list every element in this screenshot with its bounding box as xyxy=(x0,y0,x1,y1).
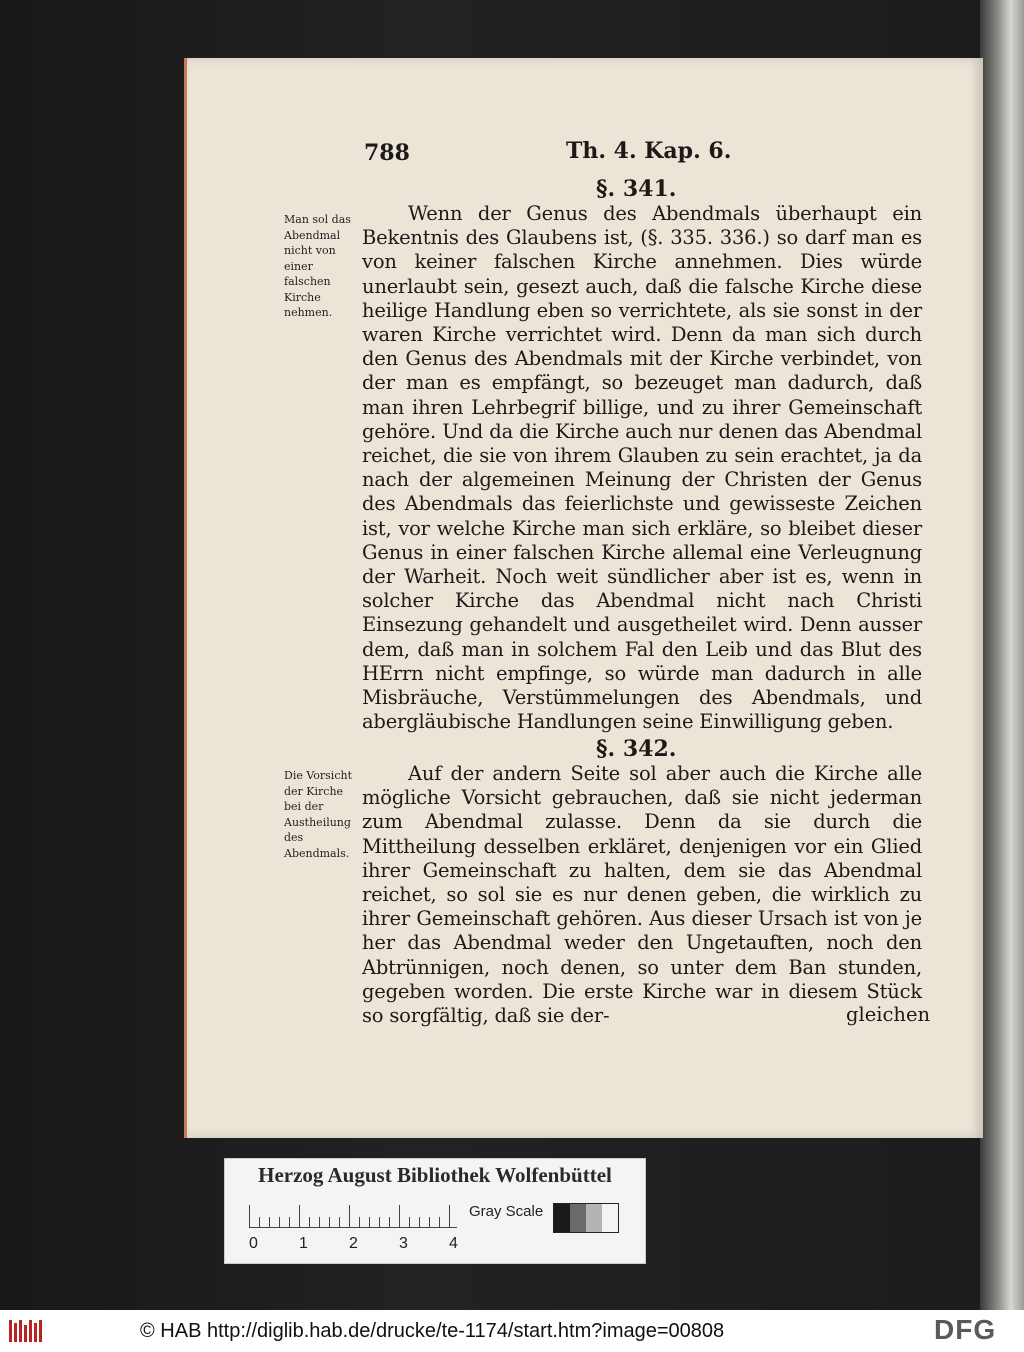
ruler-number: 4 xyxy=(449,1235,458,1252)
running-head: Th. 4. Kap. 6. xyxy=(566,138,732,164)
ruler-tick xyxy=(299,1205,300,1227)
ruler-tick xyxy=(259,1217,260,1227)
ruler-tick xyxy=(429,1217,430,1227)
ruler-number: 2 xyxy=(349,1235,358,1252)
ruler-tick xyxy=(449,1205,450,1227)
source-link[interactable]: © HAB http://diglib.hab.de/drucke/te-1174/start.htm?image=00808 xyxy=(140,1320,725,1342)
ruler-tick xyxy=(329,1217,330,1227)
paragraph-342-text: Auf der andern Seite sol aber auch die Kirche alle mögliche Vorsicht gebrauchen, daß sie nicht jederman zum Abendmal zulasse. Denn da sie durch die Mittheilung desselben erkläret, denjenigen vor ein Glied ihrer Gemeinschaft zu halten, dem sie das Abendmal reichet, so sol sie es nur denen geben, die wirklich zu ihrer Gemeinschaft gehören. Aus dieser Ursach ist von je her das Abendmal weder den Ungetauften, noch den Abtrünnigen, noch denen, so unter dem Ban stunden, gegeben worden. Die erste Kirche war in diesem Stück so sorgfältig, daß sie der- xyxy=(362,762,922,1028)
ruler-tick xyxy=(409,1217,410,1227)
gray-scale-swatches xyxy=(553,1203,619,1233)
page-number: 788 xyxy=(364,140,410,166)
paragraph-341-text: Wenn der Genus des Abendmals überhaupt ein Bekentnis des Glaubens ist, (§. 335. 336.) so darf man es von keiner falschen Kirche annehmen. Dies würde unerlaubt sein, gesezt auch, daß die falsche Kirche diese heilige Handlung eben so verrichtete, als sie sonst in der waren Kirche verrichtet wird. Denn da man sich durch den Genus des Abendmals mit der Kirche verbindet, von der man es empfängt, so bezeuget man dadurch, daß man ihren Lehrbegrif billige, und zu ihrer Gemeinschaft gehöre. Und da die Kirche auch nur denen das Abendmal reichet, die sie von ihrem Glauben zu sein erachtet, ja da nach der algemeinen Meinung der Christen der Genus des Abendmals das feierlichste und gewisseste Zeichen ist, vor welche Kirche man sich erkläre, so bleibet dieser Genus in einer falschen Kirche allemal eine Verleugnung der Warheit. Noch weit sündlicher aber ist es, wenn in solcher Kirche das Abendmal nicht nach Christi Einsezung gehandelt und ausgetheilet wird. Denn ausser dem, daß man in solchem Fal den Leib und das Blut des HErrn nicht empfinge, so würde man dadurch in alle Misbräuche, Verstümmelungen des Abendmals, und abergläubische Handlungen seine Einwilligung geben. xyxy=(362,202,922,734)
ruler-tick xyxy=(339,1217,340,1227)
ruler-tick xyxy=(279,1217,280,1227)
ruler-tick xyxy=(419,1217,420,1227)
ruler-tick xyxy=(249,1205,250,1227)
gray-scale-label: Gray Scale xyxy=(469,1203,544,1220)
ruler-tick xyxy=(359,1217,360,1227)
catchword: gleichen xyxy=(846,1003,931,1026)
paragraph-341 xyxy=(362,202,922,734)
gray-swatch xyxy=(570,1204,586,1232)
ruler-tick xyxy=(379,1217,380,1227)
color-reference-card xyxy=(224,1158,646,1264)
ruler-number: 1 xyxy=(299,1235,308,1252)
gray-swatch xyxy=(554,1204,570,1232)
ruler-numbers xyxy=(243,1235,473,1255)
ruler-number: 0 xyxy=(249,1235,258,1252)
margin-note-1: Man sol das Abendmal nicht von einer falschen Kirche nehmen. xyxy=(284,213,351,319)
ruler-tick xyxy=(349,1205,350,1227)
ruler xyxy=(249,1205,457,1228)
gray-swatch xyxy=(586,1204,602,1232)
ruler-tick xyxy=(439,1217,440,1227)
library-title: Herzog August Bibliothek Wolfenbüttel xyxy=(258,1163,612,1187)
ruler-tick xyxy=(309,1217,310,1227)
page-edge xyxy=(980,0,1024,1310)
paragraph-342 xyxy=(362,762,922,1028)
hab-logo-icon xyxy=(8,1318,44,1344)
dfg-logo: DFG xyxy=(934,1314,997,1345)
margin-note-2: Die Vorsicht der Kirche bei der Austheilung des Abendmals. xyxy=(284,769,352,860)
ruler-tick xyxy=(269,1217,270,1227)
section-heading-342: §. 342. xyxy=(596,736,677,762)
ruler-tick xyxy=(399,1205,400,1227)
ruler-tick xyxy=(369,1217,370,1227)
section-heading-341: §. 341. xyxy=(596,176,677,202)
ruler-number: 3 xyxy=(399,1235,408,1252)
ruler-tick xyxy=(319,1217,320,1227)
ruler-tick xyxy=(389,1217,390,1227)
ruler-tick xyxy=(289,1217,290,1227)
gray-swatch xyxy=(602,1204,618,1232)
